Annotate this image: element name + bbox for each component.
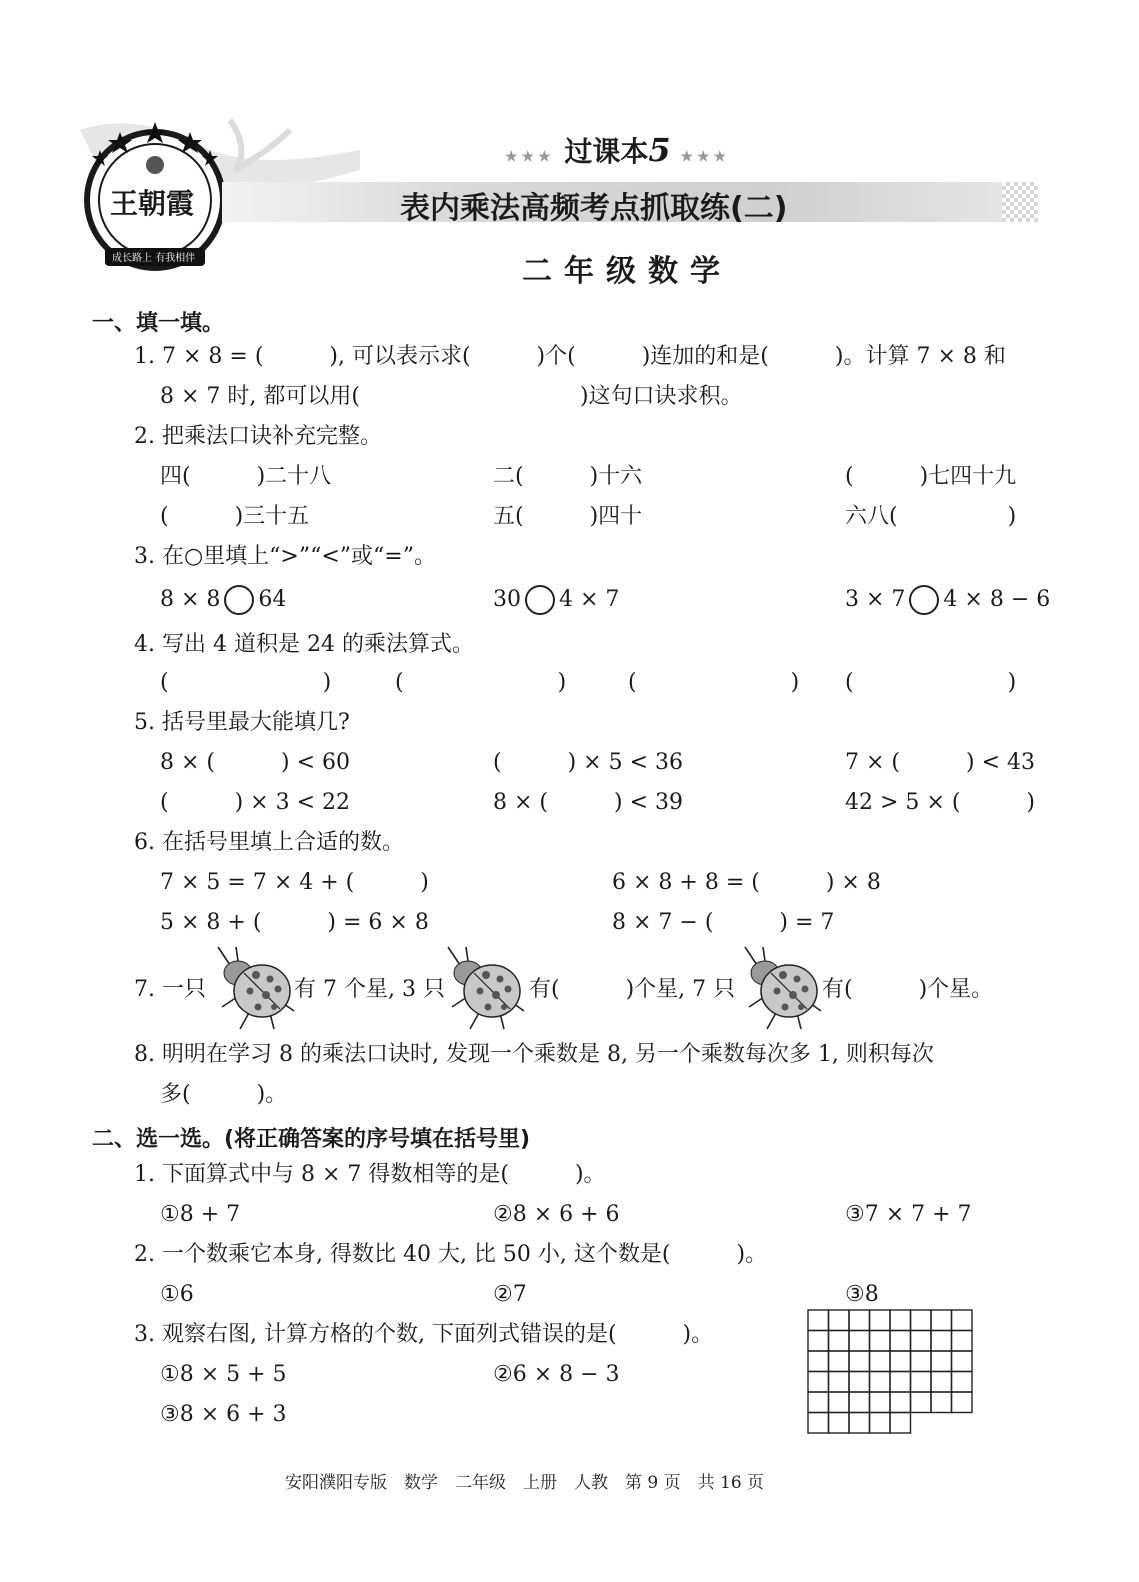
q4-blank[interactable]: ( ) [845, 670, 1017, 695]
q6-item: 7 × 5 = 7 × 4 + ( ) [160, 870, 429, 895]
grid-cell [931, 1331, 952, 1352]
grid-cell [952, 1310, 973, 1331]
grid-cell [829, 1413, 850, 1434]
q1-line-2: 8 × 7 时, 都可以用( )这句口诀求积。 [160, 384, 743, 409]
q3-item: 8 × 8 64 [160, 585, 286, 615]
q6-title: 6. 在括号里填上合适的数。 [134, 830, 404, 855]
q6-item: 5 × 8 + ( ) = 6 × 8 [160, 910, 429, 935]
compare-circle[interactable] [525, 585, 555, 615]
logo-text: 王朝霞 [110, 187, 195, 220]
grid-cell [911, 1331, 932, 1352]
grid-cell [849, 1310, 870, 1331]
grid-cell [952, 1392, 973, 1413]
q2-item: ( )七四十九 [845, 464, 1017, 489]
q4-blank[interactable]: ( ) [160, 670, 332, 695]
q2-item: ( )三十五 [160, 504, 310, 529]
grid-cell [931, 1310, 952, 1331]
s2-q1-option[interactable]: ①8 + 7 [160, 1202, 241, 1227]
s2-q3-title: 3. 观察右图, 计算方格的个数, 下面列式错误的是( )。 [134, 1322, 714, 1347]
series-label: ★★★ 过课本5 ★★★ [505, 131, 731, 169]
q7-part: 7. 一只 [134, 977, 206, 1002]
q3-title: 3. 在○里填上“>”“<”或“=”。 [134, 544, 436, 569]
grid-cell [870, 1392, 891, 1413]
grid-cell [911, 1351, 932, 1372]
grid-cell [808, 1351, 829, 1372]
s2-q2-option[interactable]: ③8 [845, 1282, 879, 1307]
q1-line-1: 1. 7 × 8 = ( ), 可以表示求( )个( )连加的和是( )。计算 7 × 8 和 [134, 344, 1006, 369]
grid-cell [931, 1392, 952, 1413]
section-1-heading: 一、填一填。 [92, 311, 225, 336]
grid-cell [870, 1310, 891, 1331]
grid-cell [849, 1331, 870, 1352]
ladybug-icon [440, 945, 526, 1031]
q6-item: 6 × 8 + 8 = ( ) × 8 [612, 870, 881, 895]
q5-item: 7 × ( ) < 43 [845, 750, 1035, 775]
grid-cell [829, 1392, 850, 1413]
grid-cell [952, 1331, 973, 1352]
grid-cell [890, 1351, 911, 1372]
grid-cell [870, 1331, 891, 1352]
q4-blank[interactable]: ( ) [628, 670, 800, 695]
grid-cell [849, 1413, 870, 1434]
grid-cell [870, 1351, 891, 1372]
q5-item: ( ) × 5 < 36 [493, 750, 683, 775]
grid-cell [890, 1392, 911, 1413]
q7-part: 有( )个星。 [822, 977, 994, 1002]
s2-q3-option[interactable]: ①8 × 5 + 5 [160, 1362, 287, 1387]
grid-cell [870, 1372, 891, 1393]
q5-item: 42 > 5 × ( ) [845, 790, 1035, 815]
q7-part: 有( )个星, 7 只 [529, 977, 736, 1002]
grid-cell [911, 1392, 932, 1413]
s2-q2-option[interactable]: ①6 [160, 1282, 194, 1307]
grid-cell [911, 1372, 932, 1393]
s2-q3-option[interactable]: ②6 × 8 − 3 [493, 1362, 620, 1387]
q8-line-1: 8. 明明在学习 8 的乘法口诀时, 发现一个乘数是 8, 另一个乘数每次多 1, 则积每次 [134, 1042, 934, 1067]
banner-pattern [1002, 182, 1038, 222]
s2-q1-option[interactable]: ②8 × 6 + 6 [493, 1202, 620, 1227]
grid-cell [890, 1310, 911, 1331]
grid-cell [952, 1372, 973, 1393]
s2-q1-title: 1. 下面算式中与 8 × 7 得数相等的是( )。 [134, 1162, 606, 1187]
grid-cell [829, 1331, 850, 1352]
grid-cell [829, 1372, 850, 1393]
ladybug-icon [210, 945, 296, 1031]
grid-cell [890, 1331, 911, 1352]
grid-cell [952, 1351, 973, 1372]
grid-figure [806, 1308, 976, 1438]
grid-cell [849, 1351, 870, 1372]
page-title: 表内乘法高频考点抓取练(二) [400, 191, 788, 226]
page-footer: 安阳濮阳专版 数学 二年级 上册 人教 第 9 页 共 16 页 [285, 1473, 765, 1493]
q3-item: 30 4 × 7 [493, 585, 619, 615]
s2-q3-option[interactable]: ③8 × 6 + 3 [160, 1402, 287, 1427]
grid-cell [911, 1310, 932, 1331]
ladybug-icon [737, 945, 823, 1031]
q2-item: 六八( ) [845, 504, 1017, 529]
q2-item: 五( )四十 [493, 504, 643, 529]
grid-cell [849, 1372, 870, 1393]
grid-cell [808, 1413, 829, 1434]
page-subtitle: 二年级数学 [522, 254, 732, 289]
section-2-heading: 二、选一选。(将正确答案的序号填在括号里) [92, 1127, 531, 1152]
grid-cell [870, 1413, 891, 1434]
q2-title: 2. 把乘法口诀补充完整。 [134, 424, 382, 449]
grid-cell [849, 1392, 870, 1413]
q5-item: ( ) × 3 < 22 [160, 790, 350, 815]
grid-cell [808, 1372, 829, 1393]
grid-cell [931, 1351, 952, 1372]
s2-q2-option[interactable]: ②7 [493, 1282, 527, 1307]
s2-q2-title: 2. 一个数乘它本身, 得数比 40 大, 比 50 小, 这个数是( )。 [134, 1242, 768, 1267]
q5-item: 8 × ( ) < 60 [160, 750, 350, 775]
grid-cell [931, 1372, 952, 1393]
q2-item: 二( )十六 [493, 464, 643, 489]
grid-cell [808, 1310, 829, 1331]
q5-title: 5. 括号里最大能填几? [134, 710, 350, 735]
logo-slogan: 成长路上 有我相伴 [112, 253, 196, 264]
stars-right: ★★★ [680, 149, 731, 165]
stars-left: ★★★ [505, 149, 555, 165]
grid-cell [890, 1413, 911, 1434]
grid-cell [808, 1392, 829, 1413]
q4-title: 4. 写出 4 道积是 24 的乘法算式。 [134, 632, 474, 657]
grid-cell [829, 1351, 850, 1372]
q7-part: 有 7 个星, 3 只 [294, 977, 445, 1002]
q6-item: 8 × 7 − ( ) = 7 [612, 910, 835, 935]
compare-circle[interactable] [909, 585, 939, 615]
compare-circle[interactable] [224, 585, 254, 615]
q2-item: 四( )二十八 [160, 464, 332, 489]
q4-blank[interactable]: ( ) [395, 670, 567, 695]
q3-item: 3 × 7 4 × 8 − 6 [845, 585, 1050, 615]
q8-line-2: 多( )。 [160, 1082, 288, 1107]
grid-cell [829, 1310, 850, 1331]
q5-item: 8 × ( ) < 39 [493, 790, 683, 815]
s2-q1-option[interactable]: ③7 × 7 + 7 [845, 1202, 972, 1227]
grid-cell [890, 1372, 911, 1393]
grid-cell [808, 1331, 829, 1352]
